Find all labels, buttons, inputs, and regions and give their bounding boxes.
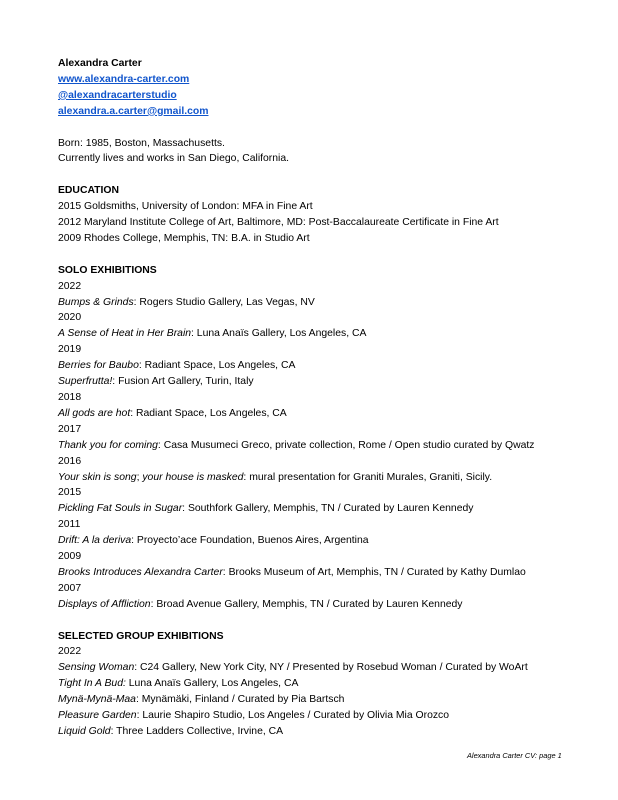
- exhibition-venue: : mural presentation for Graniti Murales, Graniti, Sicily.: [243, 471, 493, 483]
- education-item: 2009 Rhodes College, Memphis, TN: B.A. in Studio Art: [58, 232, 310, 244]
- education-item: 2012 Maryland Institute College of Art, Baltimore, MD: Post-Baccalaureate Certificate in Fine Art: [58, 217, 499, 229]
- exhibition-entry: [58, 470, 578, 486]
- exhibition-entry: [58, 708, 578, 724]
- exhibition-venue: : Broad Avenue Gallery, Memphis, TN / Curated by Lauren Kennedy: [150, 598, 463, 610]
- year-label: 2020: [58, 312, 82, 324]
- year-label: 2016: [58, 455, 82, 467]
- exhibition-title: Thank you for coming: [58, 439, 158, 451]
- year-label: 2018: [58, 391, 82, 403]
- education-item: 2015 Goldsmiths, University of London: MFA in Fine Art: [58, 201, 313, 213]
- group-exhibitions-heading: SELECTED GROUP EXHIBITIONS: [58, 630, 224, 642]
- exhibition-entry: [58, 676, 578, 692]
- exhibition-title: Liquid Gold: [58, 726, 111, 737]
- exhibition-venue: : Brooks Museum of Art, Memphis, TN / Curated by Kathy Dumlao: [222, 566, 526, 578]
- exhibition-venue: Luna Anaïs Gallery, Los Angeles, CA: [125, 678, 299, 690]
- exhibition-venue: : Casa Musumeci Greco, private collection, Rome / Open studio curated by Qwatz: [157, 439, 535, 451]
- year-label: 2009: [58, 551, 82, 563]
- exhibition-venue: : Rogers Studio Gallery, Las Vegas, NV: [133, 296, 315, 308]
- exhibition-title: your house is masked: [142, 471, 244, 483]
- exhibition-title: Pleasure Garden: [58, 710, 137, 722]
- email-link[interactable]: alexandra.a.carter@gmail.com: [58, 105, 209, 117]
- exhibition-title: Your skin is song: [58, 471, 137, 483]
- exhibition-entry: [58, 374, 578, 390]
- exhibition-title: Superfrutta!: [58, 376, 113, 388]
- exhibition-title: Berries for Baubo: [58, 360, 139, 372]
- exhibition-entry: [58, 660, 578, 676]
- exhibition-venue: : Mynämäki, Finland / Curated by Pia Bartsch: [135, 694, 345, 706]
- exhibition-entry: [58, 358, 578, 374]
- exhibition-entry: [58, 295, 578, 311]
- year-label: 2011: [58, 519, 81, 531]
- exhibition-entry: [58, 565, 578, 581]
- artist-name: Alexandra Carter: [58, 58, 142, 69]
- exhibition-venue: : Proyecto’ace Foundation, Buenos Aires, Argentina: [131, 535, 369, 547]
- education-heading: EDUCATION: [58, 185, 119, 197]
- exhibition-venue: : Luna Anaïs Gallery, Los Angeles, CA: [191, 328, 367, 340]
- instagram-link[interactable]: @alexandracarterstudio: [58, 89, 177, 101]
- year-label: 2015: [58, 487, 82, 499]
- exhibition-entry: [58, 597, 578, 613]
- website-link[interactable]: www.alexandra-carter.com: [58, 73, 190, 85]
- exhibition-venue: : Fusion Art Gallery, Turin, Italy: [112, 376, 254, 388]
- year-label: 2019: [58, 344, 82, 356]
- title-separator: ;: [136, 471, 143, 483]
- residence-info: Currently lives and works in San Diego, California.: [58, 153, 290, 165]
- year-label: 2022: [58, 280, 82, 292]
- year-label: 2017: [58, 423, 82, 435]
- exhibition-venue: : C24 Gallery, New York City, NY / Presented by Rosebud Woman / Curated by WoArt: [134, 662, 528, 674]
- exhibition-venue: : Southfork Gallery, Memphis, TN / Curated by Lauren Kennedy: [182, 503, 474, 515]
- exhibition-title: Displays of Affliction: [58, 598, 151, 610]
- exhibition-title: Mynä-Mynä-Maa: [58, 694, 136, 706]
- solo-exhibitions-heading: SOLO EXHIBITIONS: [58, 264, 157, 276]
- exhibition-entry: [58, 724, 578, 740]
- exhibition-entry: [58, 438, 578, 454]
- exhibition-venue: : Radiant Space, Los Angeles, CA: [130, 407, 287, 419]
- exhibition-venue: : Three Ladders Collective, Irvine, CA: [110, 726, 284, 737]
- year-label: 2022: [58, 646, 82, 658]
- exhibition-title: Pickling Fat Souls in Sugar: [58, 503, 183, 515]
- exhibition-title: Sensing Woman: [58, 662, 135, 674]
- exhibition-entry: [58, 326, 578, 342]
- exhibition-title: All gods are hot: [58, 407, 131, 419]
- exhibition-entry: [58, 406, 578, 422]
- year-label: 2007: [58, 582, 82, 594]
- page-footer: Alexandra Carter CV: page 1: [467, 751, 562, 760]
- exhibition-entry: [58, 692, 578, 708]
- exhibition-title: A Sense of Heat in Her Brain: [58, 328, 192, 340]
- cv-page: [58, 56, 578, 740]
- birth-info: Born: 1985, Boston, Massachusetts.: [58, 137, 225, 149]
- exhibition-title: Brooks Introduces Alexandra Carter: [58, 566, 223, 578]
- exhibition-entry: [58, 533, 578, 549]
- exhibition-title: Bumps & Grinds: [58, 296, 134, 308]
- exhibition-title: Tight In A Bud:: [58, 678, 126, 690]
- exhibition-venue: : Laurie Shapiro Studio, Los Angeles / Curated by Olivia Mia Orozco: [136, 710, 450, 722]
- exhibition-entry: [58, 501, 578, 517]
- exhibition-title: Drift: A la deriva: [58, 535, 132, 547]
- exhibition-venue: : Radiant Space, Los Angeles, CA: [138, 360, 296, 372]
